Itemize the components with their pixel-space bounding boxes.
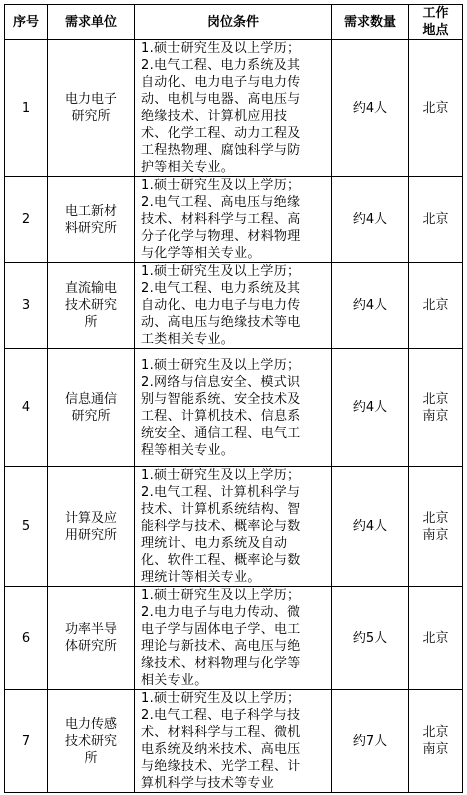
row-condition-line: 与绝缘技术、光学工程、计 bbox=[141, 759, 301, 774]
row-condition-line: 2.电气工程、高电压与绝缘 bbox=[141, 195, 301, 210]
row-location bbox=[409, 690, 463, 793]
row-location-line: 北京 bbox=[422, 391, 449, 407]
row-condition-line: 术、化学工程、动力工程及 bbox=[141, 126, 301, 141]
row-location-line: 南京 bbox=[422, 527, 449, 543]
row-condition-line: 程等相关专业。 bbox=[141, 442, 235, 458]
row-count: 约4人 bbox=[332, 467, 409, 587]
header-unit: 需求单位 bbox=[48, 5, 135, 40]
row-unit-line: 用研究所 bbox=[64, 527, 117, 543]
row-condition-line: 2.电气工程、电子科学与技 bbox=[141, 708, 301, 723]
row-condition-line: 化、软件工程、概率论与数 bbox=[141, 553, 301, 568]
row-condition-line: 2.网络与信息安全、模式识 bbox=[141, 374, 301, 390]
row-condition-line: 工程、计算机技术、信息系 bbox=[141, 408, 301, 424]
row-condition-line: 1.硕士研究生及以上学历； bbox=[141, 357, 301, 373]
row-location bbox=[409, 40, 463, 177]
row-condition-line: 2.电气工程、电力系统及其 bbox=[141, 281, 301, 296]
row-count: 约4人 bbox=[332, 40, 409, 177]
row-unit bbox=[48, 40, 135, 177]
row-location-line: 北京 bbox=[422, 725, 449, 740]
row-condition-line: 护等相关专业。 bbox=[141, 160, 235, 175]
row-unit-line: 功率半导 bbox=[64, 622, 117, 637]
row-location bbox=[409, 263, 463, 349]
row-condition-line: 1.硕士研究生及以上学历； bbox=[141, 468, 301, 483]
row-condition-line: 电子学与固体电子学、电工 bbox=[141, 622, 301, 637]
row-condition-line: 2.电力电子与电力传动、微 bbox=[141, 605, 301, 620]
row-location-line: 北京 bbox=[422, 100, 449, 116]
row-condition-line: 理统计、电力系统及自动 bbox=[141, 536, 288, 551]
row-unit bbox=[48, 467, 135, 587]
table-row bbox=[5, 587, 463, 690]
row-location bbox=[409, 587, 463, 690]
row-condition-line: 与化学等相关专业。 bbox=[141, 246, 261, 261]
row-unit-line: 技术研究 bbox=[64, 298, 117, 313]
row-unit-line: 计算及应 bbox=[64, 510, 117, 526]
row-condition-line: 技术、材料科学与工程、高 bbox=[141, 212, 301, 227]
row-unit bbox=[48, 177, 135, 263]
row-condition-line: 别与智能系统、安全技术及 bbox=[141, 391, 301, 407]
row-count: 约5人 bbox=[332, 587, 409, 690]
header-index: 序号 bbox=[5, 5, 48, 40]
row-index: 7 bbox=[5, 690, 48, 793]
table-row bbox=[5, 349, 463, 467]
row-location bbox=[409, 467, 463, 587]
row-unit-line: 信息通信 bbox=[64, 391, 117, 407]
row-condition-line: 1.硕士研究生及以上学历； bbox=[141, 41, 301, 56]
header-conditions: 岗位条件 bbox=[135, 5, 332, 40]
row-condition-line: 理论与新技术、高电压与绝 bbox=[141, 639, 301, 654]
header-count: 需求数量 bbox=[332, 5, 409, 40]
table-row bbox=[5, 40, 463, 177]
row-conditions bbox=[135, 587, 332, 690]
table-row bbox=[5, 467, 463, 587]
row-unit-line: 所 bbox=[84, 315, 98, 330]
header-location-line: 工作 bbox=[422, 6, 449, 21]
row-location-line: 北京 bbox=[422, 212, 449, 227]
row-location-line: 南京 bbox=[422, 408, 449, 424]
row-condition-line: 电系统及纳米技术、高电压 bbox=[141, 742, 301, 757]
row-index: 4 bbox=[5, 349, 48, 467]
row-condition-line: 工类相关专业。 bbox=[141, 332, 235, 347]
row-unit bbox=[48, 690, 135, 793]
table-row bbox=[5, 263, 463, 349]
row-index: 5 bbox=[5, 467, 48, 587]
row-count: 约4人 bbox=[332, 263, 409, 349]
row-index: 6 bbox=[5, 587, 48, 690]
row-condition-line: 动、高电压与绝缘技术等电 bbox=[141, 315, 301, 330]
row-condition-line: 1.硕士研究生及以上学历； bbox=[141, 588, 301, 603]
row-unit bbox=[48, 349, 135, 467]
header-location bbox=[409, 5, 463, 40]
row-conditions bbox=[135, 349, 332, 467]
row-condition-line: 理统计等相关专业。 bbox=[141, 570, 261, 585]
row-location-line: 北京 bbox=[422, 630, 449, 646]
row-condition-line: 1.硕士研究生及以上学历； bbox=[141, 264, 301, 279]
row-unit-line: 研究所 bbox=[71, 408, 111, 424]
row-conditions bbox=[135, 690, 332, 793]
row-condition-line: 2.电气工程、电力系统及其 bbox=[141, 58, 301, 73]
row-condition-line: 分子化学与物理、材料物理 bbox=[141, 229, 301, 244]
row-condition-line: 技术、计算机系统结构、智 bbox=[141, 502, 301, 517]
header-row bbox=[5, 5, 463, 40]
row-unit-line: 电工新材 bbox=[64, 203, 117, 219]
row-count: 约7人 bbox=[332, 690, 409, 793]
row-condition-line: 算机科学与技术等专业 bbox=[141, 776, 275, 791]
row-unit-line: 体研究所 bbox=[64, 639, 117, 654]
row-index: 3 bbox=[5, 263, 48, 349]
row-unit-line: 电力电子 bbox=[64, 92, 117, 107]
row-condition-line: 相关专业。 bbox=[141, 673, 208, 688]
table-row bbox=[5, 690, 463, 793]
header-location-line: 地点 bbox=[422, 23, 449, 38]
row-unit-line: 直流输电 bbox=[64, 281, 117, 296]
row-condition-line: 自动化、电力电子与电力传 bbox=[141, 298, 301, 313]
row-conditions bbox=[135, 467, 332, 587]
row-conditions bbox=[135, 177, 332, 263]
row-condition-line: 1.硕士研究生及以上学历； bbox=[141, 691, 301, 706]
row-count: 约4人 bbox=[332, 349, 409, 467]
job-requirements-table bbox=[4, 4, 463, 793]
row-condition-line: 术、材料科学与工程、微机 bbox=[141, 725, 301, 740]
row-unit-line: 电力传感 bbox=[64, 716, 117, 732]
row-location bbox=[409, 349, 463, 467]
row-unit bbox=[48, 587, 135, 690]
row-unit bbox=[48, 263, 135, 349]
row-index: 2 bbox=[5, 177, 48, 263]
row-unit-line: 所 bbox=[84, 750, 98, 766]
row-unit-line: 料研究所 bbox=[64, 220, 117, 236]
row-location-line: 南京 bbox=[422, 742, 449, 757]
row-condition-line: 1.硕士研究生及以上学历； bbox=[141, 178, 301, 193]
row-location-line: 北京 bbox=[422, 510, 449, 526]
row-location-line: 北京 bbox=[422, 298, 449, 313]
table-row bbox=[5, 177, 463, 263]
row-condition-line: 能科学与技术、概率论与数 bbox=[141, 519, 301, 534]
row-condition-line: 工程热物理、腐蚀科学与防 bbox=[141, 143, 301, 158]
row-condition-line: 2.电气工程、计算机科学与 bbox=[141, 485, 301, 500]
row-condition-line: 动、电机与电器、高电压与 bbox=[141, 92, 301, 107]
row-location bbox=[409, 177, 463, 263]
row-condition-line: 缘技术、材料物理与化学等 bbox=[141, 656, 301, 671]
row-unit-line: 研究所 bbox=[71, 109, 111, 124]
row-count: 约4人 bbox=[332, 177, 409, 263]
row-condition-line: 自动化、电力电子与电力传 bbox=[141, 75, 301, 90]
row-unit-line: 技术研究 bbox=[64, 733, 117, 749]
row-condition-line: 绝缘技术、计算机应用技 bbox=[141, 109, 288, 124]
row-index: 1 bbox=[5, 40, 48, 177]
row-conditions bbox=[135, 263, 332, 349]
row-condition-line: 统安全、通信工程、电气工 bbox=[141, 425, 301, 441]
row-conditions bbox=[135, 40, 332, 177]
